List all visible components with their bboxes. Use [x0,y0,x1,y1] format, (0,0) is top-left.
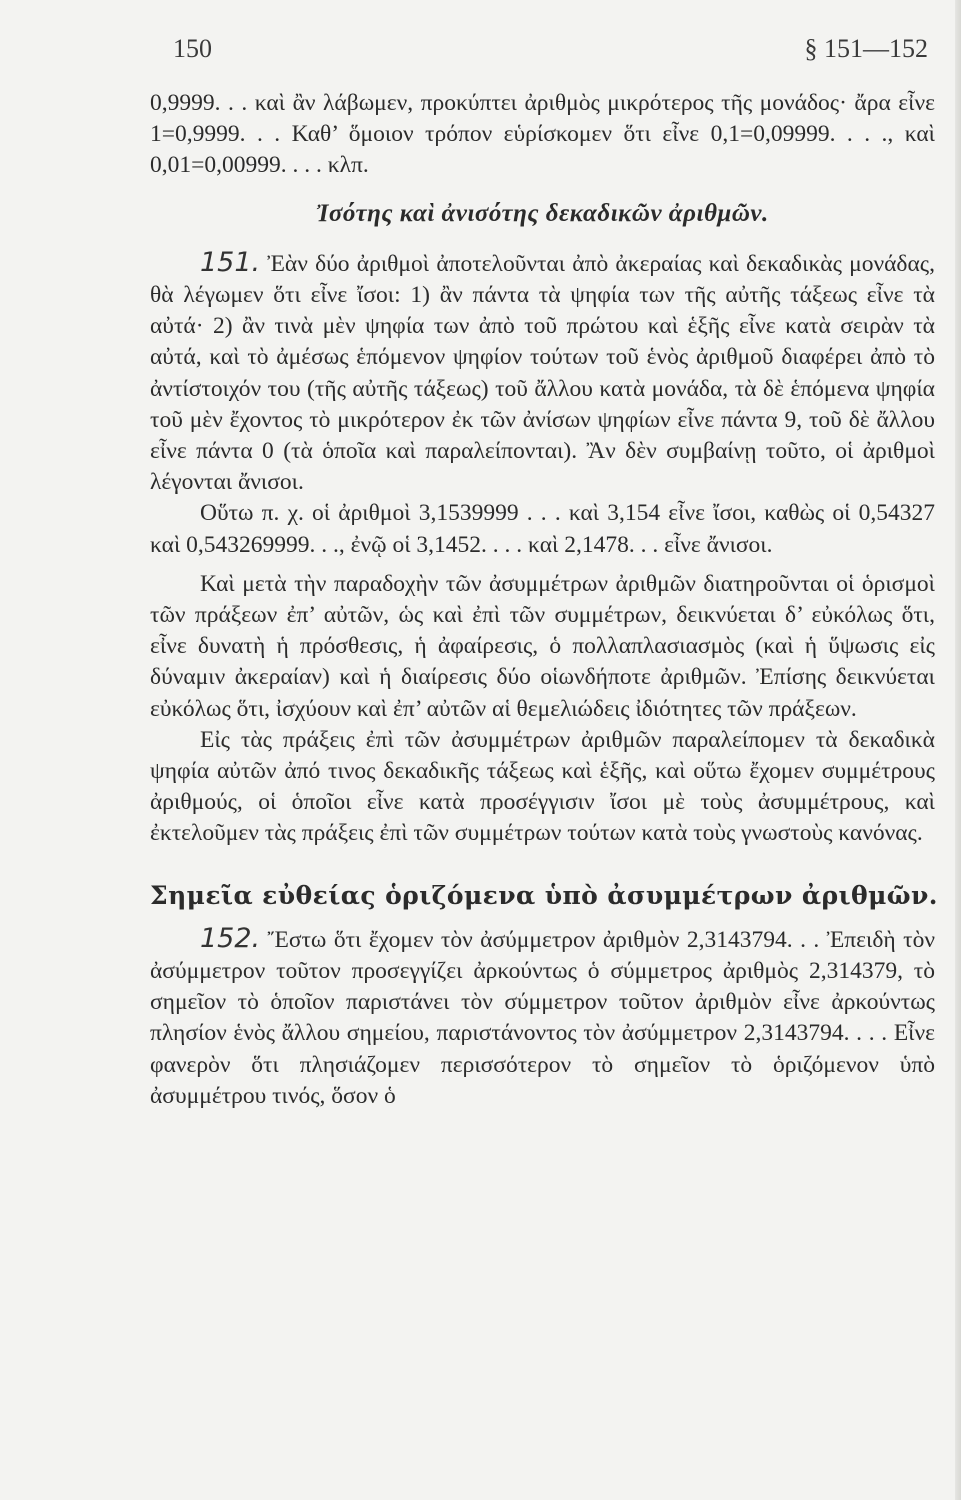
section-152-text: Ἔστω ὅτι ἔχομεν τὸν ἀσύμμετρον ἀριθμὸν 2,3143794. . . Ἐπειδὴ τὸν ἀσύμμετρον τοῦτον προσεγγίζει ἀρκούντως ὁ σύμμετρος ἀριθμὸς 2,314379, τὸ σημεῖον τὸ ὁποῖον παριστάνει τὸν σύμμετρον τοῦτον ἀριθμὸν εἶνε ἀρκούντως πλησίον ἑνὸς ἄλλου σημείου, παριστάνοντος τὸν ἀσύμμετρον 2,3143794. . . . Εἶνε φανερὸν ὅτι πλησιάζομεν περισσότερον τὸ σημεῖον τὸ ὁριζόμενον ὑπὸ ἀσυμμέτρου τινός, ὅσον ὁ [150,926,935,1109]
section-151-paragraph [150,247,935,499]
section-heading-equality: Ἰσότης καὶ ἀνισότης δεκαδικῶν ἀριθμῶν. [316,199,769,227]
page-body [150,88,938,1112]
section-152-paragraph [150,923,935,1112]
example-paragraph: Οὕτω π. χ. οἱ ἀριθμοὶ 3,1539999 . . . καὶ 3,154 εἶνε ἴσοι, καθὼς οἱ 0,54327 καὶ 0,543269999. . ., ἐνῷ οἱ 3,1452. . . . καὶ 2,1478. . . εἶνε ἄνισοι. [150,500,935,558]
section-151-text: Ἐὰν δύο ἀριθμοὶ ἀποτελοῦνται ἀπὸ ἀκεραίας καὶ δεκαδικὰς μονάδας, θὰ λέγωμεν ὅτι εἶνε ἴσοι: 1) ἂν πάντα τὰ ψηφία των τῆς αὐτῆς τάξεως εἶνε τὰ αὐτά· 2) ἂν τινὰ μὲν ψηφία των ἀπὸ τοῦ πρώτου καὶ ἑξῆς εἶνε κατὰ σειρὰν τὰ αὐτά, καὶ τὸ ἀμέσως ἑπόμενον ψηφίον τούτων τοῦ ἑνὸς ἀριθμοῦ διαφέρει ἀπὸ τὸ ἀντίστοιχόν του (τῆς αὐτῆς τάξεως) τοῦ ἄλλου κατὰ μονάδα, τὰ δὲ ἑπόμενα ψηφία τοῦ μὲν ἔχοντος τὸ μικρότερον ἐκ τῶν ἀνίσων ψηφίων εἶνε πάντα 9, τοῦ δὲ ἄλλου εἶνε πάντα 0 (τὰ ὁποῖα καὶ παραλείπονται). Ἂν δὲν συμβαίνῃ τοῦτο, οἱ ἀριθμοὶ λέγονται ἄνισοι. [150,250,935,496]
operations-paragraph: Καὶ μετὰ τὴν παραδοχὴν τῶν ἀσυμμέτρων ἀριθμῶν διατηροῦνται οἱ ὁρισμοὶ τῶν πράξεων ἐπ’ αὐτῶν, ὡς καὶ ἐπὶ τῶν συμμέτρων, δεικνύεται δ’ εὐκόλως ὅτι, εἶνε δυνατὴ ἡ πρόσθεσις, ἡ ἀφαίρεσις, ὁ πολλαπλασιασμὸς (καὶ ἡ ὕψωσις εἰς δύναμιν ἀκεραίαν) καὶ ἡ διαίρεσις δύο οἱωνδήποτε ἀριθμῶν. Ἐπίσης δεικνύεται εὐκόλως ὅτι, ἰσχύουν καὶ ἐπ’ αὐτῶν αἱ θεμελιώδεις ἰδιότητες τῶν πράξεων. [150,570,935,722]
section-152-number: 152. [200,922,261,954]
section-range: § 151—152 [804,34,928,63]
page-header [173,34,928,74]
practice-paragraph: Εἰς τὰς πράξεις ἐπὶ τῶν ἀσυμμέτρων ἀριθμῶν παραλείπομεν τὰ δεκαδικὰ ψηφία αὐτῶν ἀπό τινος δεκαδικῆς τάξεως καὶ ἑξῆς, καὶ οὕτω ἔχομεν συμμέτρους ἀριθμούς, οἱ ὁποῖοι εἶνε κατὰ προσέγγισιν ἴσοι μὲ τοὺς ἀσυμμέτρους, καὶ ἐκτελοῦμεν τὰς πράξεις ἐπὶ τῶν συμμέτρων τούτων κατὰ τοὺς γνωστοὺς κανόνας. [150,726,935,847]
page-number: 150 [173,34,212,63]
intro-paragraph: 0,9999. . . καὶ ἂν λάβωμεν, προκύπτει ἀριθμὸς μικρότερος τῆς μονάδος· ἄρα εἶνε 1=0,9999. . . Καθ’ ὅμοιον τρόπον εὑρίσκομεν ὅτι εἶνε 0,1=0,09999. . . ., καὶ 0,01=0,00999. . . . κλπ. [150,90,935,179]
page-edge [955,0,961,1500]
section-heading-points: Σημεῖα εὐθείας ὁριζόμενα ὑπὸ ἀσυμμέτρων ἀριθμῶν. [150,880,938,910]
section-151-number: 151. [200,246,261,278]
